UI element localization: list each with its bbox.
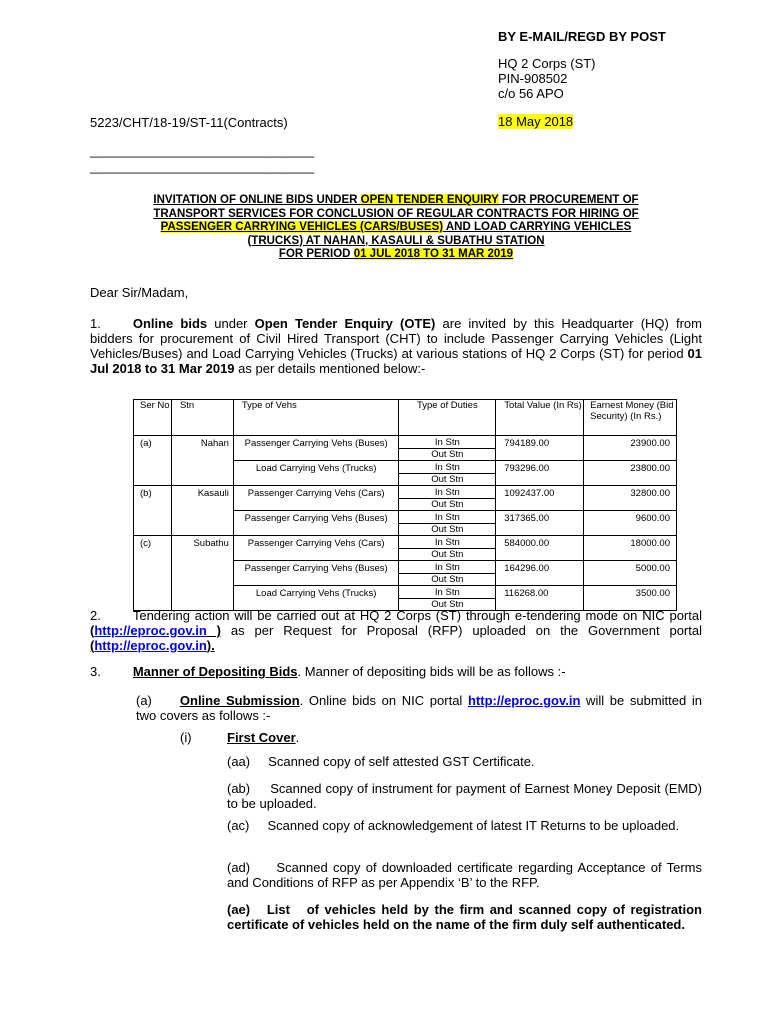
paragraph-2: 2. Tendering action will be carried out at HQ 2 Corps (ST) through e-tendering mode on NIC portal (http://eproc.gov.in ) as per Request for Proposal (RFP) uploaded on the Government portal (http://eproc.gov.in). [90,608,702,653]
paragraph-1: 1. Online bids under Open Tender Enquiry (OTE) are invited by this Headquarter (HQ) from bidders for procurement of Civil Hired Transport (CHT) to include Passenger Carrying Vehicles (Light Vehicles/Buses) and Load Carrying Vehicles (Trucks) at various stations of HQ 2 Corps (ST) for period 01 Jul 2018 to 31 Mar 2019 as per details mentioned below:- [90,316,702,376]
cell-ser [134,561,172,586]
address-line-1: HQ 2 Corps (ST) [498,56,596,71]
duty-in-stn: In Stn [399,436,495,449]
reference-number: 5223/CHT/18-19/ST-11(Contracts) [90,115,288,130]
cell-stn: Nahan [171,436,233,461]
paragraph-3: 3. Manner of Depositing Bids. Manner of depositing bids will be as follows :- [90,664,566,679]
cell-vehicle-type: Load Carrying Vehs (Trucks) [233,586,399,611]
cell-total-value: 116268.00 [496,586,584,611]
table-row [134,511,677,536]
duty-out-stn: Out Stn [431,574,464,585]
address-line-2: PIN-908502 [498,71,568,86]
cell-ser [134,461,172,486]
item-ae: (ae) List of vehicles held by the firm and scanned copy of registration certificate of vehicles held on the name of the firm duly self authenticated. [227,902,706,932]
cell-earnest-money: 18000.00 [584,536,677,561]
col-header-veh: Type of Vehs [233,400,399,436]
table-row [134,436,677,461]
blank-line-1: _______________________________ [90,143,315,158]
bids-table [133,399,677,611]
duty-out-stn: Out Stn [431,499,464,510]
subject-heading: INVITATION OF ONLINE BIDS UNDER OPEN TENDER ENQUIRY FOR PROCUREMENT OF TRANSPORT SERVICES FOR CONCLUSION OF REGULAR CONTRACTS FOR HIRING OF PASSENGER CARRYING VEHICLES (CARS/BUSES) AND LOAD CARRYING VEHICLES (TRUCKS) AT NAHAN, KASAULI & SUBATHU STATION FOR PERIOD 01 JUL 2018 TO 31 MAR 2019 [153,194,639,260]
duty-in-stn: In Stn [399,561,495,574]
cell-ser: (a) [134,436,172,461]
first-cover-num: (i) [180,730,192,745]
cell-total-value: 793296.00 [496,461,584,486]
letter-date: 18 May 2018 [498,114,574,129]
address-line-3: c/o 56 APO [498,86,564,101]
first-cover-heading: First Cover. [227,730,300,745]
col-header-total: Total Value (In Rs) [496,400,584,436]
paragraph-3a: (a) Online Submission. Online bids on NIC portal http://eproc.gov.in will be submitted in two covers as follows :- [136,693,702,723]
duty-out-stn: Out Stn [431,474,464,485]
cell-vehicle-type: Passenger Carrying Vehs (Buses) [233,561,399,586]
cell-earnest-money: 3500.00 [584,586,677,611]
address-block [498,56,596,101]
cell-duties [399,511,496,536]
duty-out-stn: Out Stn [431,524,464,535]
table-row [134,561,677,586]
table-header-row [134,400,677,436]
cell-earnest-money: 23800.00 [584,461,677,486]
table-row [134,536,677,561]
duty-in-stn: In Stn [399,586,495,599]
table-row [134,486,677,511]
cell-duties [399,586,496,611]
nic-portal-link-2[interactable]: http://eproc.gov.in [94,638,207,653]
duty-in-stn: In Stn [399,511,495,524]
cell-vehicle-type: Passenger Carrying Vehs (Buses) [233,436,399,461]
table-row [134,461,677,486]
cell-stn: Subathu [171,536,233,561]
cell-ser: (b) [134,486,172,511]
duty-in-stn: In Stn [399,461,495,474]
cell-duties [399,461,496,486]
cell-earnest-money: 32800.00 [584,486,677,511]
cell-total-value: 584000.00 [496,536,584,561]
nic-portal-link-3[interactable]: http://eproc.gov.in [467,693,581,708]
cell-ser: (c) [134,536,172,561]
duty-out-stn: Out Stn [431,599,464,610]
duty-out-stn: Out Stn [431,449,464,460]
para3-title: Manner of Depositing Bids [132,664,298,679]
table-row [134,586,677,611]
salutation: Dear Sir/Madam, [90,285,189,300]
cell-ser [134,511,172,536]
item-ab: (ab) Scanned copy of instrument for payment of Earnest Money Deposit (EMD) to be uploaded. [227,781,706,811]
cell-vehicle-type: Load Carrying Vehs (Trucks) [233,461,399,486]
cell-stn [171,511,233,536]
cell-total-value: 317365.00 [496,511,584,536]
cell-ser [134,586,172,611]
cell-stn [171,586,233,611]
cell-earnest-money: 5000.00 [584,561,677,586]
cell-duties [399,486,496,511]
col-header-ser: Ser No [134,400,172,436]
duty-in-stn: In Stn [399,486,495,499]
cell-vehicle-type: Passenger Carrying Vehs (Cars) [233,486,399,511]
item-ad: (ad) Scanned copy of downloaded certificate regarding Acceptance of Terms and Conditions of RFP as per Appendix ‘B’ to the RFP. [227,860,706,890]
nic-portal-link-1[interactable]: http://eproc.gov.in [94,623,207,638]
item-ac: (ac) Scanned copy of acknowledgement of latest IT Returns to be uploaded. [227,818,680,833]
blank-line-2: _______________________________ [90,159,315,174]
cell-stn [171,561,233,586]
cell-duties [399,561,496,586]
cell-earnest-money: 23900.00 [584,436,677,461]
col-header-stn: Stn [171,400,233,436]
dispatch-mode: BY E-MAIL/REGD BY POST [498,29,666,44]
cell-duties [399,536,496,561]
cell-stn: Kasauli [171,486,233,511]
cell-vehicle-type: Passenger Carrying Vehs (Cars) [233,536,399,561]
cell-stn [171,461,233,486]
cell-total-value: 794189.00 [496,436,584,461]
duty-in-stn: In Stn [399,536,495,549]
cell-vehicle-type: Passenger Carrying Vehs (Buses) [233,511,399,536]
item-aa: (aa) Scanned copy of self attested GST Certificate. [227,754,535,769]
col-header-emd: Earnest Money (Bid Security) (In Rs.) [584,400,677,436]
cell-duties [399,436,496,461]
cell-total-value: 1092437.00 [496,486,584,511]
col-header-duties: Type of Duties [399,400,496,436]
cell-earnest-money: 9600.00 [584,511,677,536]
duty-out-stn: Out Stn [431,549,464,560]
cell-total-value: 164296.00 [496,561,584,586]
